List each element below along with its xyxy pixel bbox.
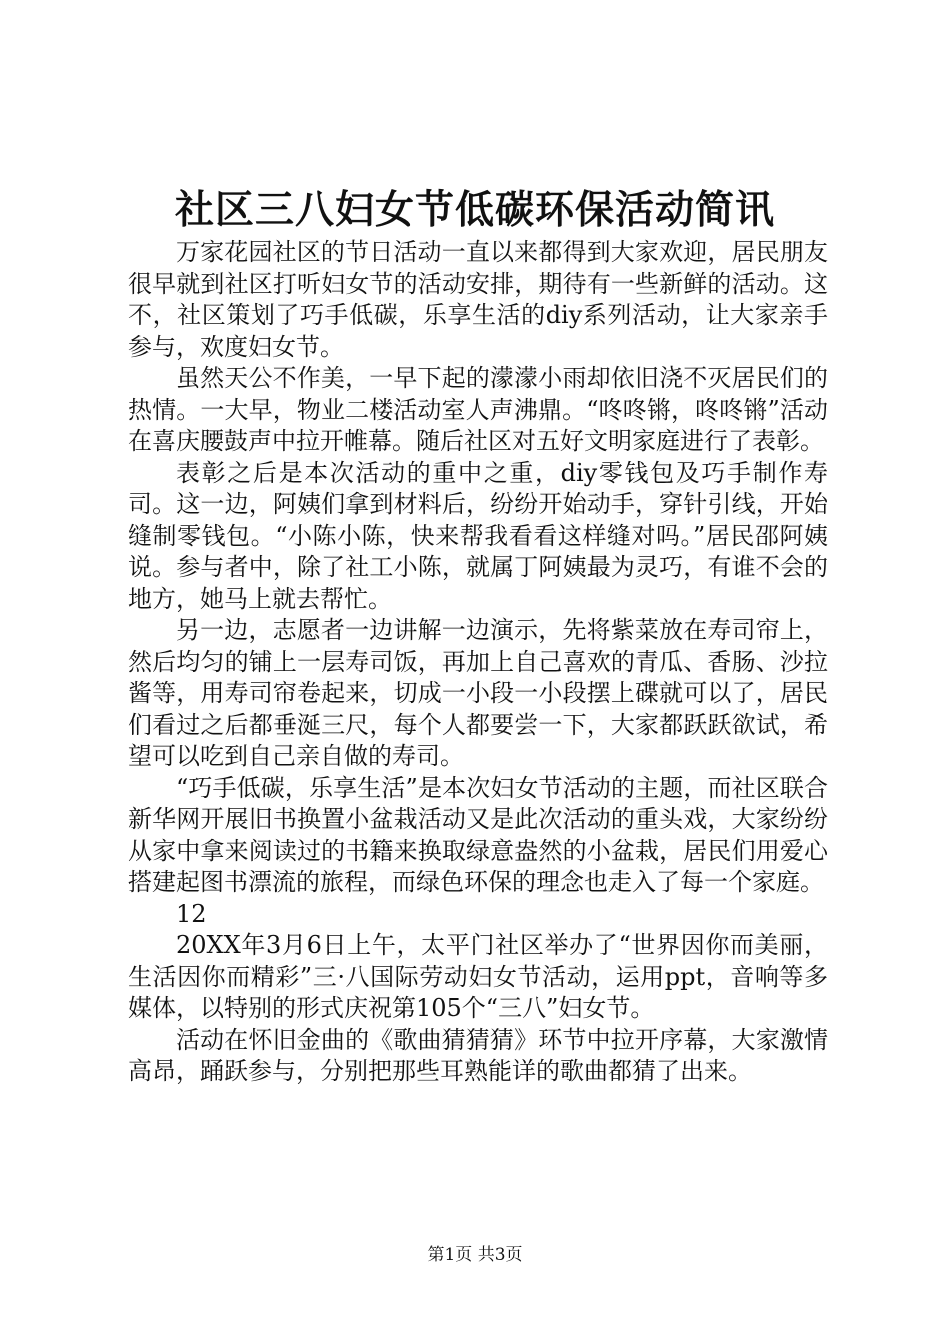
document-body	[128, 237, 828, 1088]
paragraph-6: 12	[176, 899, 207, 928]
document-title: 社区三八妇女节低碳环保活动简讯	[174, 187, 775, 233]
paragraph-7: 20XX年3月6日上午，太平门社区举办了“世界因你而美丽，生活因你而精彩”三·八国际劳动妇女节活动，运用ppt，音响等多媒体，以特别的形式庆祝第105个“三八”妇女节。	[128, 931, 828, 1022]
paragraph-8: 活动在怀旧金曲的《歌曲猜猜猜》环节中拉开序幕，大家激情高昂，踊跃参与，分别把那些耳熟能详的歌曲都猜了出来。	[128, 1025, 828, 1085]
page-footer: 第1页 共3页	[427, 1245, 523, 1265]
paragraph-1: 万家花园社区的节日活动一直以来都得到大家欢迎，居民朋友很早就到社区打听妇女节的活动安排，期待有一些新鲜的活动。这不，社区策划了巧手低碳，乐享生活的diy系列活动，让大家亲手参与，欢度妇女节。	[128, 238, 828, 361]
paragraph-4: 另一边，志愿者一边讲解一边演示，先将紫菜放在寿司帘上，然后均匀的铺上一层寿司饭，再加上自己喜欢的青瓜、香肠、沙拉酱等，用寿司帘卷起来，切成一小段一小段摆上碟就可以了，居民们看过之后都垂涎三尺，每个人都要尝一下，大家都跃跃欲试，希望可以吃到自己亲自做的寿司。	[128, 616, 828, 770]
paragraph-3: 表彰之后是本次活动的重中之重，diy零钱包及巧手制作寿司。这一边，阿姨们拿到材料后，纷纷开始动手，穿针引线，开始缝制零钱包。“小陈小陈，快来帮我看看这样缝对吗。”居民邵阿姨说。参与者中，除了社工小陈，就属丁阿姨最为灵巧，有谁不会的地方，她马上就去帮忙。	[128, 458, 828, 613]
paragraph-5: “巧手低碳，乐享生活”是本次妇女节活动的主题，而社区联合新华网开展旧书换置小盆栽活动又是此次活动的重头戏，大家纷纷从家中拿来阅读过的书籍来换取绿意盎然的小盆栽，居民们用爱心搭建起图书漂流的旅程，而绿色环保的理念也走入了每一个家庭。	[128, 773, 828, 896]
paragraph-2: 虽然天公不作美，一早下起的濛濛小雨却依旧浇不灭居民们的热情。一大早，物业二楼活动室人声沸鼎。“咚咚锵，咚咚锵”活动在喜庆腰鼓声中拉开帷幕。随后社区对五好文明家庭进行了表彰。	[128, 364, 828, 455]
